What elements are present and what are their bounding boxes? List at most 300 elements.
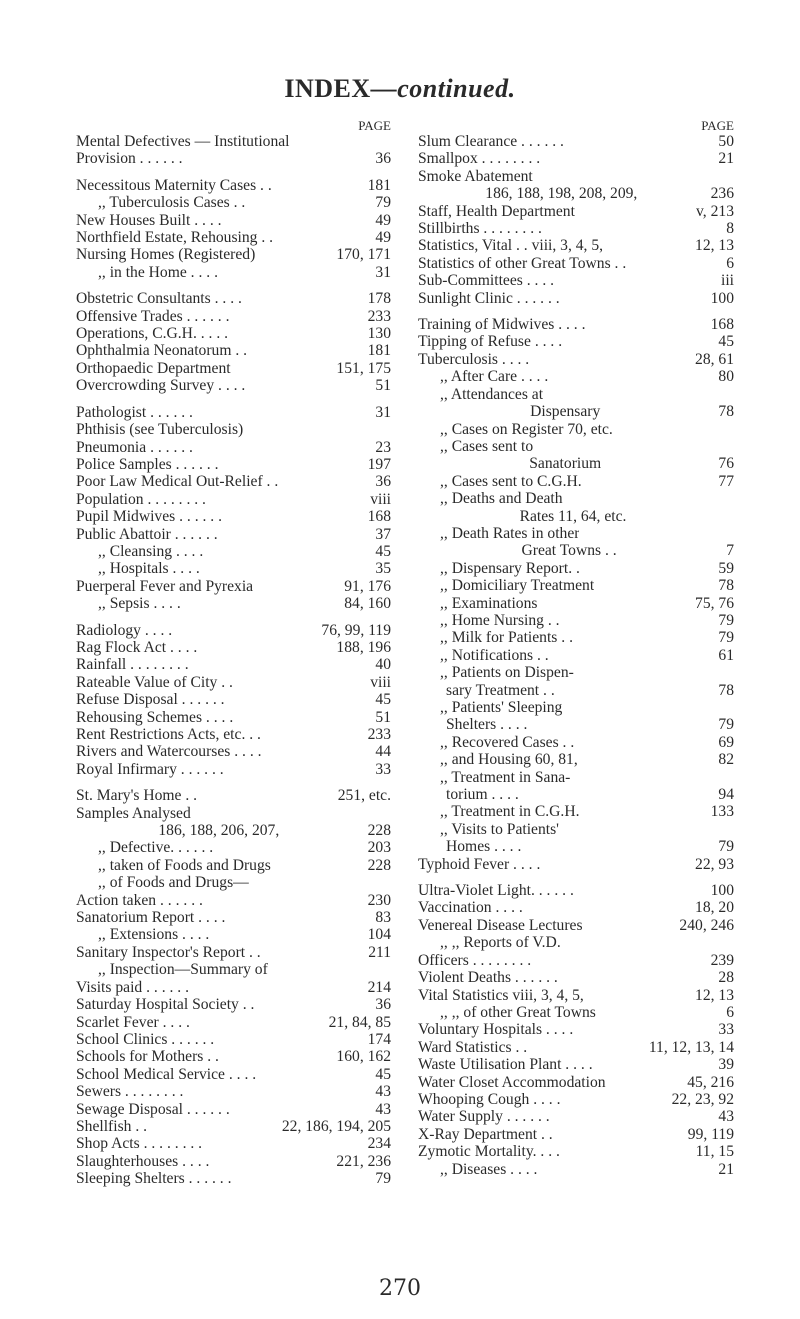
entry-label: St. Mary's Home . . (76, 787, 198, 805)
entry-page-ref: 170, 171 (336, 246, 391, 264)
entry-page-ref: 100 (710, 289, 734, 307)
index-entry (76, 874, 391, 891)
index-entry (76, 674, 391, 691)
entry-label: Water Closet Accommodation (418, 1073, 606, 1091)
entry-page-ref: viii (370, 673, 391, 691)
entry-label: Pneumonia . . . . . . (76, 438, 193, 456)
index-entry (76, 246, 391, 263)
entry-page-ref: 133 (710, 803, 734, 821)
entry-page-ref: 214 (367, 978, 391, 996)
entry-page-ref: 233 (367, 726, 391, 743)
entry-page-ref: 178 (367, 290, 391, 308)
entry-page-ref: 181 (367, 176, 391, 194)
index-entry (76, 560, 391, 577)
entry-page-ref: 80 (718, 368, 734, 386)
entry-label: ,, Extensions . . . . (98, 926, 210, 944)
entry-label: ,, Sepsis . . . . (98, 595, 181, 613)
entry-page-ref (579, 525, 734, 542)
entry-label: ,, Hospitals . . . . (98, 560, 200, 578)
entry-page-ref (728, 508, 734, 525)
entry-label: ,, Diseases . . . . (440, 1160, 538, 1178)
entry-label: Smallpox . . . . . . . . (418, 150, 541, 168)
entry-page-ref: 84, 160 (344, 595, 391, 613)
entry-label: ,, taken of Foods and Drugs (98, 856, 271, 874)
index-entry (76, 578, 391, 595)
entry-label: Statistics, Vital . . viii, 3, 4, 5, (418, 237, 604, 255)
entry-label: Overcrowding Survey . . . . (76, 377, 246, 395)
entry-label: Sanitary Inspector's Report . . (76, 943, 261, 961)
index-entry (76, 1066, 391, 1083)
entry-label: Rates 11, 64, etc. (519, 507, 627, 525)
index-entry (76, 1135, 391, 1152)
index-entry (418, 1039, 734, 1056)
index-entry (76, 622, 391, 639)
entry-page-ref: 174 (367, 1030, 391, 1048)
entry-page-ref: 31 (375, 263, 391, 281)
entry-page-ref (533, 168, 734, 185)
index-column-left (76, 118, 391, 1188)
entry-label: Zymotic Mortality. . . . (418, 1143, 560, 1161)
entry-page-ref (563, 490, 734, 507)
entry-page-ref: 22, 186, 194, 205 (281, 1117, 391, 1135)
entry-label: ,, Death Rates in other (440, 524, 580, 542)
index-entry (76, 1153, 391, 1170)
entry-page-ref: 228 (367, 822, 391, 840)
page-number: 270 (379, 1276, 421, 1301)
index-entry (418, 560, 734, 577)
index-entry (418, 168, 734, 185)
index-entry (418, 1074, 734, 1091)
entry-label: ,, Milk for Patients . . (440, 629, 573, 647)
entry-label: Offensive Trades . . . . . . (76, 307, 230, 325)
group-gap (418, 873, 734, 882)
entry-label: Training of Midwives . . . . (418, 316, 586, 334)
entry-page-ref: 76 (718, 455, 734, 473)
entry-page-ref: 21 (718, 1160, 734, 1178)
index-entry (76, 979, 391, 996)
index-entry (76, 743, 391, 760)
entry-page-ref: 28 (718, 969, 734, 987)
index-entry (76, 177, 391, 194)
index-entry (418, 316, 734, 333)
entry-page-ref: 33 (718, 1021, 734, 1039)
continued-label: —continued. (370, 74, 516, 103)
entry-label: Sanatorium Report . . . . (76, 909, 226, 927)
index-entry (418, 386, 734, 403)
entry-label: Rag Flock Act . . . . (76, 638, 198, 656)
entry-page-ref: 221, 236 (336, 1152, 391, 1170)
index-entry (76, 1014, 391, 1031)
entry-page-ref: 12, 13 (695, 986, 734, 1004)
index-entry (418, 856, 734, 873)
index-entry (76, 691, 391, 708)
index-entry (76, 133, 391, 150)
entry-label: Great Towns . . (521, 542, 617, 560)
entry-label: ,, of Foods and Drugs— (98, 874, 249, 892)
entry-page-ref: 234 (367, 1135, 391, 1153)
entry-label: Vital Statistics viii, 3, 4, 5, (418, 986, 584, 1004)
entry-page-ref: 75, 76 (695, 594, 734, 612)
entry-label: ,, Dispensary Report. . (440, 559, 580, 577)
entry-page-ref: 77 (718, 472, 734, 490)
entry-label: Sanatorium (529, 455, 602, 473)
entry-page-ref: 35 (375, 560, 391, 578)
entry-page-ref: 37 (375, 525, 391, 543)
index-entry (418, 821, 734, 838)
entry-label: Violent Deaths . . . . . . (418, 969, 558, 987)
entry-page-ref: 43 (375, 1083, 391, 1101)
entry-page-ref: 100 (710, 882, 734, 900)
entry-page-ref: 43 (375, 1100, 391, 1118)
entry-label: Water Supply . . . . . . (418, 1108, 550, 1126)
index-entry (418, 333, 734, 350)
entry-page-ref: 21, 84, 85 (328, 1013, 391, 1031)
index-entry (418, 150, 734, 167)
entry-label: 186, 188, 206, 207, (158, 822, 280, 840)
index-entry (76, 421, 391, 438)
entry-page-ref: 6 (726, 254, 734, 272)
entry-page-ref: 79 (375, 194, 391, 212)
index-entry (418, 1126, 734, 1143)
index-entry (76, 961, 391, 978)
index-entry (418, 899, 734, 916)
entry-label: Stillbirths . . . . . . . . (418, 220, 542, 238)
entry-label: Sub-Committees . . . . (418, 272, 555, 290)
entry-label: ,, Recovered Cases . . (440, 733, 575, 751)
entry-page-ref: 6 (726, 1003, 734, 1021)
index-entry (418, 455, 734, 472)
entry-page-ref: 28, 61 (695, 350, 734, 368)
index-entry (418, 542, 734, 559)
entry-page-ref (561, 934, 734, 951)
entry-page-ref: 18, 20 (695, 899, 734, 917)
entry-page-ref: 45 (375, 542, 391, 560)
index-entry (76, 1048, 391, 1065)
entry-label: X-Ray Department . . (418, 1125, 553, 1143)
entry-label: Rateable Value of City . . (76, 673, 233, 691)
entry-label: ,, Cleansing . . . . (98, 542, 204, 560)
entry-label: Homes . . . . (446, 838, 522, 856)
entry-page-ref (243, 421, 391, 438)
index-entry (418, 647, 734, 664)
entry-label: Waste Utilisation Plant . . . . (418, 1056, 593, 1074)
index-entry (76, 909, 391, 926)
entry-label: Sewers . . . . . . . . (76, 1083, 184, 1101)
entry-label: Shop Acts . . . . . . . . (76, 1135, 203, 1153)
entry-label: ,, Domiciliary Treatment (440, 577, 595, 595)
index-entry (418, 934, 734, 951)
index-entry (76, 857, 391, 874)
index-entry (76, 944, 391, 961)
index-entry (76, 761, 391, 778)
entry-label: Rainfall . . . . . . . . (76, 656, 189, 674)
entry-label: ,, Cases on Register 70, etc. (440, 420, 613, 438)
entry-label: Pathologist . . . . . . (76, 403, 193, 421)
entry-label: Ward Statistics . . (418, 1038, 528, 1056)
entry-page-ref: 36 (375, 996, 391, 1014)
index-entries-left (76, 133, 391, 1188)
group-gap (76, 281, 391, 290)
entry-label: ,, Cases sent to (440, 437, 534, 455)
entry-page-ref: 79 (375, 1170, 391, 1188)
entry-page-ref: 45, 216 (687, 1073, 734, 1091)
entry-label: Ultra-Violet Light. . . . . . (418, 882, 574, 900)
entry-label: Vaccination . . . . (418, 899, 523, 917)
entry-page-ref: 240, 246 (679, 916, 734, 934)
group-gap (76, 778, 391, 787)
entry-page-ref: 82 (718, 751, 734, 769)
entry-label: ,, Notifications . . (440, 646, 549, 664)
index-entry (418, 838, 734, 855)
entry-page-ref: 7 (726, 542, 734, 560)
entry-page-ref: 197 (367, 455, 391, 473)
entry-label: ,, Cases sent to C.G.H. (440, 472, 582, 490)
entry-label: Ophthalmia Neonatorum . . (76, 342, 248, 360)
entry-label: Pupil Midwives . . . . . . (76, 508, 222, 526)
entry-label: Saturday Hospital Society . . (76, 996, 255, 1014)
entry-label: Shellfish . . (76, 1117, 148, 1135)
entry-page-ref: v, 213 (696, 202, 734, 220)
index-entry (76, 543, 391, 560)
entry-page-ref: 78 (718, 681, 734, 699)
entry-page-ref: 49 (375, 211, 391, 229)
entry-page-ref: iii (721, 272, 734, 290)
index-entry (418, 403, 734, 420)
entry-label: Nursing Homes (Registered) (76, 246, 256, 264)
entry-page-ref: 45 (375, 691, 391, 709)
entry-page-ref: 39 (718, 1056, 734, 1074)
index-entry (418, 751, 734, 768)
entry-label: ,, ,, of other Great Towns (440, 1003, 596, 1021)
index-entry (76, 212, 391, 229)
entry-label: Slaughterhouses . . . . (76, 1152, 210, 1170)
entry-label: Orthopaedic Department (76, 359, 231, 377)
index-entry (76, 822, 391, 839)
entry-page-ref (574, 664, 734, 681)
index-entry (418, 952, 734, 969)
entry-page-ref: 83 (375, 909, 391, 927)
entry-page-ref: 21 (718, 150, 734, 168)
index-entry (418, 769, 734, 786)
entry-label: Public Abattoir . . . . . . (76, 525, 218, 543)
index-entry (76, 342, 391, 359)
index-entry (76, 526, 391, 543)
index-entry (418, 473, 734, 490)
entry-page-ref: 12, 13 (695, 237, 734, 255)
entry-label: 186, 188, 198, 208, 209, (485, 185, 638, 203)
entry-label: ,, and Housing 60, 81, (440, 751, 578, 769)
entry-label: ,, ,, Reports of V.D. (440, 934, 561, 952)
entry-label: Tuberculosis . . . . (418, 350, 530, 368)
entry-label: School Medical Service . . . . (76, 1065, 257, 1083)
index-entry (418, 133, 734, 150)
entry-label: ,, Examinations (440, 594, 538, 612)
entry-page-ref: 181 (367, 342, 391, 360)
index-entry (76, 996, 391, 1013)
entry-page-ref: 59 (718, 559, 734, 577)
entry-label: Mental Defectives — Institutional (76, 133, 290, 150)
entry-page-ref: 151, 175 (336, 359, 391, 377)
index-entry (76, 508, 391, 525)
index-entry (76, 404, 391, 421)
entry-page-ref: 130 (367, 325, 391, 343)
entry-label: Staff, Health Department (418, 202, 575, 220)
index-entry (418, 987, 734, 1004)
entry-page-ref: 44 (375, 743, 391, 761)
index-entry (76, 264, 391, 281)
index-entry (76, 491, 391, 508)
entry-page-ref: 50 (718, 133, 734, 150)
entry-label: Population . . . . . . . . (76, 490, 206, 508)
entry-page-ref: 79 (718, 838, 734, 856)
entry-label: Scarlet Fever . . . . (76, 1013, 190, 1031)
index-entry (418, 664, 734, 681)
entry-label: Provision . . . . . . (76, 150, 183, 168)
entry-label: ,, Treatment in Sana- (440, 768, 571, 786)
entry-label: Obstetric Consultants . . . . (76, 290, 242, 308)
entry-page-ref: 22, 23, 92 (671, 1090, 734, 1108)
entry-label: Samples Analysed (76, 804, 191, 822)
index-entry (76, 1083, 391, 1100)
index-entry (418, 612, 734, 629)
entry-page-ref (543, 386, 734, 403)
entry-label: ,, Defective. . . . . . (98, 839, 214, 857)
index-entry (418, 882, 734, 899)
entry-page-ref: 43 (718, 1108, 734, 1126)
entry-page-ref (191, 805, 391, 822)
index-entry (76, 839, 391, 856)
entry-page-ref: 79 (718, 629, 734, 647)
index-entry (418, 272, 734, 289)
entry-label: Tipping of Refuse . . . . (418, 333, 563, 351)
entry-label: Puerperal Fever and Pyrexia (76, 577, 254, 595)
entry-page-ref: 23 (375, 438, 391, 456)
entry-label: Northfield Estate, Rehousing . . (76, 229, 274, 247)
entry-page-ref (268, 961, 391, 978)
entry-label: Rent Restrictions Acts, etc. . . (76, 726, 261, 743)
entry-page-ref: 33 (375, 760, 391, 778)
entry-label: ,, Tuberculosis Cases . . (98, 194, 246, 212)
entry-page-ref: 236 (710, 185, 734, 203)
entry-label: Officers . . . . . . . . (418, 951, 532, 969)
entry-page-ref: 168 (367, 508, 391, 526)
index-entry (418, 255, 734, 272)
entry-page-ref: 188, 196 (336, 638, 391, 656)
index-entry (418, 786, 734, 803)
entry-label: Necessitous Maternity Cases . . (76, 176, 272, 194)
entry-page-ref: 51 (375, 708, 391, 726)
index-entry (418, 969, 734, 986)
index-entry (418, 438, 734, 455)
entry-page-ref (562, 699, 734, 716)
entry-label: ,, Deaths and Death (440, 490, 563, 508)
entry-label: Voluntary Hospitals . . . . (418, 1021, 574, 1039)
entry-page-ref: 230 (367, 891, 391, 909)
index-entry (76, 892, 391, 909)
entry-label: Rivers and Watercourses . . . . (76, 743, 262, 761)
entry-label: Visits paid . . . . . . (76, 978, 189, 996)
entry-page-ref: 45 (375, 1065, 391, 1083)
index-entry (418, 1091, 734, 1108)
index-entry (418, 734, 734, 751)
entry-page-ref: 31 (375, 403, 391, 421)
index-entry (76, 1101, 391, 1118)
index-entry (418, 699, 734, 716)
index-entry (76, 439, 391, 456)
entry-label: Phthisis (see Tuberculosis) (76, 421, 244, 439)
entry-page-ref: 79 (718, 716, 734, 734)
page-column-label: PAGE (701, 118, 734, 133)
entry-page-ref: 160, 162 (336, 1048, 391, 1066)
group-gap (76, 168, 391, 177)
index-entry (76, 360, 391, 377)
entry-page-ref: 104 (367, 926, 391, 944)
entry-label: ,, Visits to Patients' (440, 820, 559, 838)
page-title (0, 74, 800, 104)
entry-page-ref: 76, 99, 119 (321, 621, 391, 639)
entry-label: ,, in the Home . . . . (98, 263, 218, 281)
entry-label: ,, Home Nursing . . (440, 611, 560, 629)
entry-label: Sewage Disposal . . . . . . (76, 1100, 230, 1118)
index-entry (418, 803, 734, 820)
entry-page-ref: 228 (367, 856, 391, 874)
entry-page-ref: 79 (718, 611, 734, 629)
index-entry (76, 308, 391, 325)
index-entry (418, 290, 734, 307)
index-entry (418, 716, 734, 733)
entry-label: Sunlight Clinic . . . . . . (418, 289, 560, 307)
entry-page-ref: 40 (375, 656, 391, 674)
index-entry (418, 368, 734, 385)
index-entry (76, 595, 391, 612)
entry-label: ,, Attendances at (440, 385, 544, 403)
entry-page-ref: 91, 176 (344, 577, 391, 595)
index-entry (418, 508, 734, 525)
entry-page-ref: 11, 12, 13, 14 (648, 1038, 734, 1056)
entry-label: Refuse Disposal . . . . . . (76, 691, 225, 709)
index-entry (418, 595, 734, 612)
index-entry (418, 1004, 734, 1021)
index-entry (76, 325, 391, 342)
index-heading: INDEX (284, 74, 371, 103)
index-entry (418, 351, 734, 368)
entry-page-ref: 78 (718, 577, 734, 595)
entry-page-ref: 233 (367, 307, 391, 325)
entry-page-ref (533, 438, 734, 455)
entry-page-ref: 61 (718, 646, 734, 664)
entry-page-ref: 78 (718, 403, 734, 421)
entry-label: Police Samples . . . . . . (76, 455, 219, 473)
index-entry (418, 490, 734, 507)
entry-label: New Houses Built . . . . (76, 211, 222, 229)
entry-label: Operations, C.G.H. . . . . (76, 325, 229, 343)
index-entry (418, 421, 734, 438)
entry-page-ref: 36 (375, 473, 391, 491)
index-entry (418, 203, 734, 220)
index-entry (76, 229, 391, 246)
group-gap (76, 395, 391, 404)
index-entry (76, 377, 391, 394)
group-gap (76, 613, 391, 622)
entry-page-ref (613, 421, 734, 438)
entry-page-ref (570, 769, 734, 786)
entry-page-ref: 36 (375, 150, 391, 168)
entry-label: Shelters . . . . (446, 716, 528, 734)
entry-page-ref: 22, 93 (695, 855, 734, 873)
entry-label: Rehousing Schemes . . . . (76, 708, 234, 726)
index-entry (418, 1143, 734, 1160)
index-column-right (418, 118, 734, 1178)
